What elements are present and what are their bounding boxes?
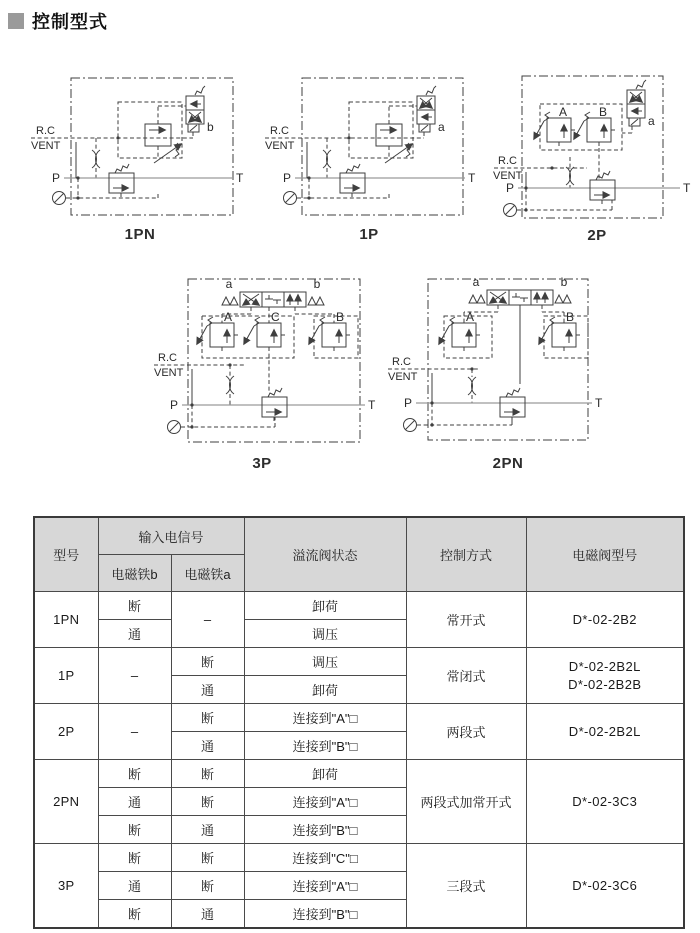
- cell-valve-model: D*-02-2B2: [526, 592, 684, 648]
- solenoid-label-b: b: [560, 275, 568, 289]
- port-label-p: P: [283, 171, 292, 185]
- cell-state: 连接到"A"□: [244, 704, 406, 732]
- cell-signal-b: 断: [98, 816, 171, 844]
- diagram-1p: [262, 62, 492, 247]
- table-row: [34, 704, 684, 732]
- control-mode-table: [33, 516, 685, 929]
- port-label-rc: R.C: [158, 352, 177, 364]
- diagram-label-3p: 3P: [252, 455, 272, 472]
- pilot-label-a: A: [466, 310, 475, 324]
- cell-signal-a: 断: [171, 760, 244, 788]
- schematic-lines-1pn: [31, 78, 233, 215]
- cell-model: 2P: [34, 704, 98, 760]
- cell-signal-a: 通: [171, 900, 244, 929]
- schematic-lines-3p: [154, 279, 365, 442]
- header-model: 型号: [34, 517, 98, 592]
- pilot-label-c: C: [271, 310, 280, 324]
- table-row: [34, 592, 684, 620]
- diagram-1pn: [28, 62, 263, 247]
- cell-signal-b: 通: [98, 872, 171, 900]
- cell-state: 连接到"A"□: [244, 872, 406, 900]
- diagram-label-2pn: 2PN: [492, 455, 524, 472]
- cell-signal-a: 断: [171, 648, 244, 676]
- pilot-label-b: B: [566, 310, 575, 324]
- diagram-3p: [150, 268, 395, 478]
- cell-signal-b: 通: [98, 788, 171, 816]
- port-label-t: T: [468, 171, 476, 185]
- port-label-p: P: [170, 398, 179, 412]
- port-label-t: T: [368, 398, 376, 412]
- diagram-2pn: [388, 268, 633, 478]
- cell-state: 连接到"C"□: [244, 844, 406, 872]
- table-row: [34, 760, 684, 788]
- cell-valve-model: [526, 648, 684, 704]
- cell-state: 连接到"B"□: [244, 732, 406, 760]
- diagram-label-1p: 1P: [359, 226, 379, 243]
- port-label-t: T: [595, 396, 603, 410]
- cell-signal-a: 断: [171, 704, 244, 732]
- solenoid-label-b: b: [313, 277, 321, 291]
- port-label-vent: VENT: [493, 170, 523, 182]
- diagram-2p: [492, 62, 697, 247]
- cell-valve-model: D*-02-3C6: [526, 844, 684, 929]
- section-header: [8, 8, 108, 34]
- port-label-p: P: [506, 181, 515, 195]
- pilot-label-b: B: [599, 105, 608, 119]
- cell-signal-a: –: [171, 592, 244, 648]
- header-solenoid-b: 电磁铁b: [98, 555, 171, 592]
- cell-signal-b: –: [98, 704, 171, 760]
- cell-signal-b: 断: [98, 900, 171, 929]
- cell-control: 两段式加常开式: [406, 760, 526, 844]
- pilot-label-b: B: [336, 310, 345, 324]
- cell-valve-model: D*-02-3C3: [526, 760, 684, 844]
- cell-state: 卸荷: [244, 592, 406, 620]
- cell-valve-model: D*-02-2B2L: [526, 704, 684, 760]
- header-control-mode: 控制方式: [406, 517, 526, 592]
- cell-signal-a: 通: [171, 676, 244, 704]
- header-solenoid-a: 电磁铁a: [171, 555, 244, 592]
- port-label-t: T: [683, 181, 691, 195]
- cell-model: 1PN: [34, 592, 98, 648]
- schematic-lines-2pn: [388, 279, 592, 440]
- valve-model-line: D*-02-2B2L: [568, 658, 641, 674]
- port-label-p: P: [52, 171, 61, 185]
- cell-control: 三段式: [406, 844, 526, 929]
- table-row: [34, 648, 684, 676]
- section-bullet: [8, 13, 24, 29]
- cell-control: 常闭式: [406, 648, 526, 704]
- cell-signal-b: 断: [98, 844, 171, 872]
- page-title: 控制型式: [32, 12, 108, 32]
- port-label-vent: VENT: [154, 367, 184, 379]
- port-label-rc: R.C: [270, 125, 289, 137]
- cell-signal-a: 通: [171, 732, 244, 760]
- cell-state: 调压: [244, 620, 406, 648]
- cell-signal-b: 断: [98, 760, 171, 788]
- header-solenoid-valve-model: 电磁阀型号: [526, 517, 684, 592]
- solenoid-label-a: a: [472, 275, 480, 289]
- cell-state: 连接到"A"□: [244, 788, 406, 816]
- cell-signal-b: 断: [98, 592, 171, 620]
- solenoid-label-b: b: [207, 120, 214, 134]
- cell-control: 两段式: [406, 704, 526, 760]
- cell-state: 连接到"B"□: [244, 816, 406, 844]
- cell-state: 调压: [244, 648, 406, 676]
- cell-signal-a: 断: [171, 788, 244, 816]
- table-row: [34, 844, 684, 872]
- diagram-label-1pn: 1PN: [124, 226, 156, 243]
- port-label-vent: VENT: [388, 371, 418, 383]
- schematic-lines-1p: [265, 78, 465, 215]
- header-input-signal: 输入电信号: [98, 517, 244, 555]
- cell-signal-b: 通: [98, 620, 171, 648]
- cell-signal-a: 断: [171, 872, 244, 900]
- solenoid-label-a: a: [438, 120, 445, 134]
- port-label-t: T: [236, 171, 244, 185]
- cell-state: 卸荷: [244, 760, 406, 788]
- cell-signal-a: 断: [171, 844, 244, 872]
- pilot-label-a: A: [224, 310, 233, 324]
- cell-control: 常开式: [406, 592, 526, 648]
- port-label-rc: R.C: [392, 356, 411, 368]
- pilot-label-a: A: [559, 105, 568, 119]
- header-valve-state: 溢流阀状态: [244, 517, 406, 592]
- cell-state: 卸荷: [244, 676, 406, 704]
- cell-model: 1P: [34, 648, 98, 704]
- port-label-p: P: [404, 396, 413, 410]
- port-label-vent: VENT: [31, 140, 61, 152]
- port-label-vent: VENT: [265, 140, 295, 152]
- cell-model: 3P: [34, 844, 98, 929]
- port-label-rc: R.C: [498, 155, 517, 167]
- solenoid-label-a: a: [225, 277, 233, 291]
- cell-signal-b: –: [98, 648, 171, 704]
- cell-model: 2PN: [34, 760, 98, 844]
- solenoid-label-a: a: [648, 114, 655, 128]
- cell-state: 连接到"B"□: [244, 900, 406, 929]
- cell-signal-a: 通: [171, 816, 244, 844]
- diagram-label-2p: 2P: [587, 227, 607, 244]
- port-label-rc: R.C: [36, 125, 55, 137]
- schematic-lines-2p: [494, 76, 680, 218]
- valve-model-line: D*-02-2B2B: [568, 676, 642, 692]
